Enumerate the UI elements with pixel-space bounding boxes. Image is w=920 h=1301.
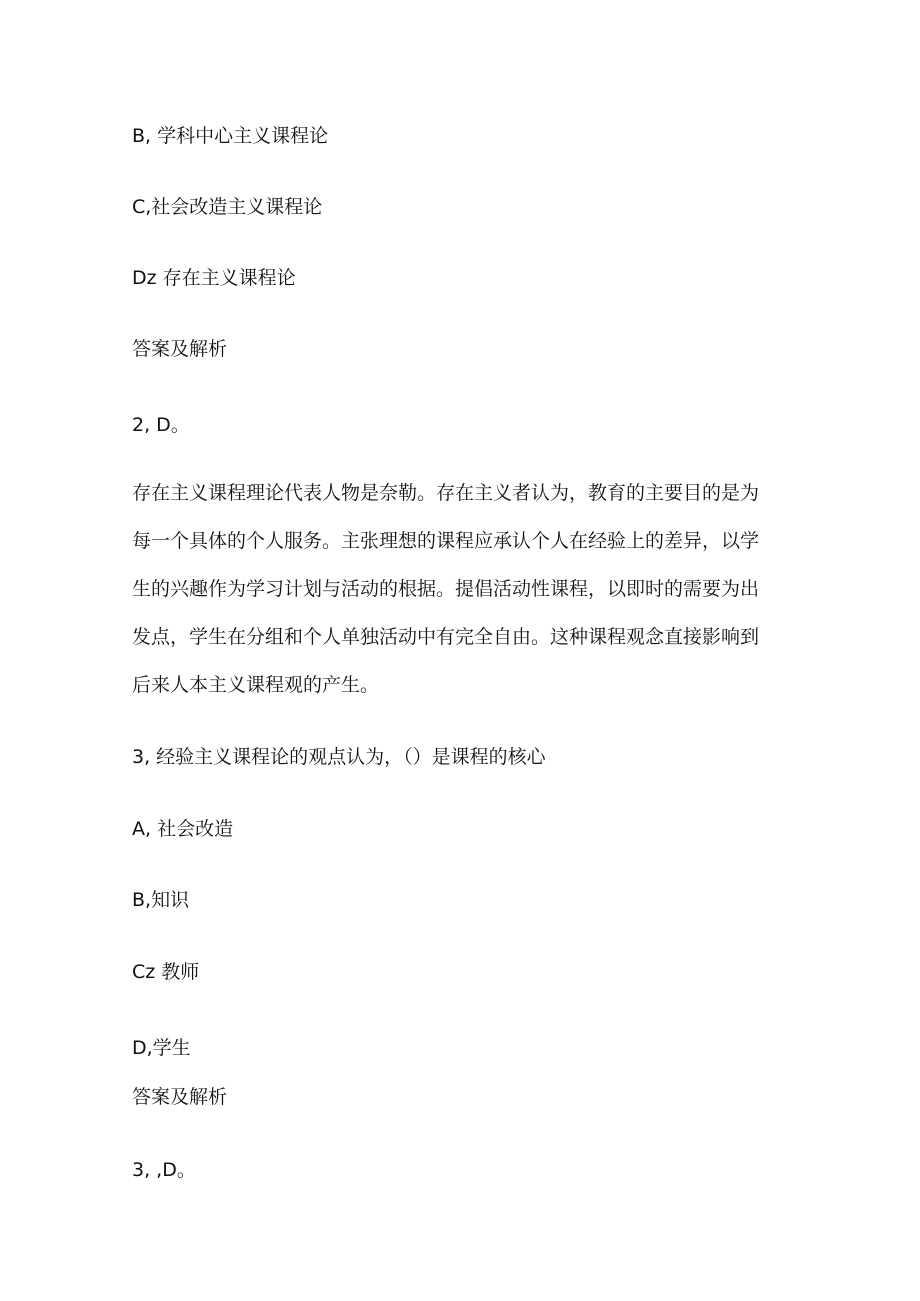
q3-option-d: D,学生 [132,1037,191,1059]
q2-option-d: Dz 存在主义课程论 [132,267,296,289]
q3-answer: 3, ,D。 [132,1159,196,1181]
q3-answer-heading: 答案及解析 [132,1086,228,1108]
q2-option-c: C,社会改造主义课程论 [132,196,323,218]
q3-option-b: B,知识 [132,889,190,911]
q3-question: 3, 经验主义课程论的观点认为，（）是课程的核心 [132,746,546,768]
q3-option-a: A, 社会改造 [132,818,234,840]
q2-explanation-line: 每一个具体的个人服务。主张理想的课程应承认个人在经验上的差异，以学 [132,530,760,552]
q2-explanation-line: 存在主义课程理论代表人物是奈勒。存在主义者认为，教育的主要目的是为 [132,482,760,504]
q2-explanation-line: 发点，学生在分组和个人单独活动中有完全自由。这种课程观念直接影响到 [132,626,760,648]
q2-answer-heading: 答案及解析 [132,338,228,360]
q2-explanation-line: 后来人本主义课程观的产生。 [132,674,380,696]
q2-explanation [132,481,792,721]
q3-option-c: Cz 教师 [132,961,200,983]
q2-answer: 2, D。 [132,414,190,436]
q2-option-b: B, 学科中心主义课程论 [132,125,329,147]
q2-explanation-line: 生的兴趣作为学习计划与活动的根据。提倡活动性课程，以即时的需要为出 [132,578,760,600]
